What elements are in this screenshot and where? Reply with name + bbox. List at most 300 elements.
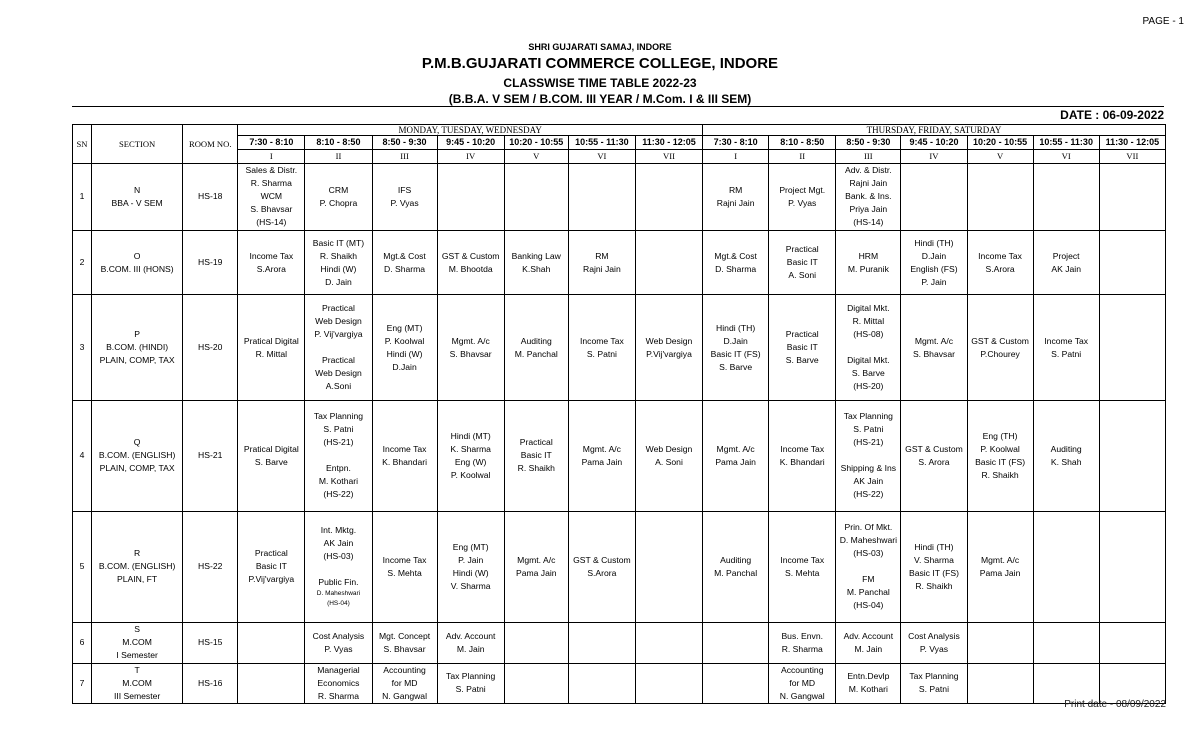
cell-line: D. Sharma [715,263,757,274]
cell-line: R. Shaikh [981,469,1019,480]
cell-line: Hindi (W) [320,263,357,274]
samaj-heading: SHRI GUJARATI SAMAJ, INDORE [528,42,672,52]
room-number: HS-20 [183,295,238,400]
table-row [73,663,1166,703]
cell-line: Income Tax [978,250,1022,261]
cell-line: AK Jain [1051,263,1081,274]
cell-line: S. Barve [719,361,753,372]
cell-line: Pama Jain [515,567,557,578]
class-slot [769,230,836,295]
class-slot [967,663,1033,703]
period-header: VI [568,150,635,164]
class-slot [372,663,437,703]
cell-line: HRM [858,250,879,261]
cell-line: M. Puranik [847,263,889,274]
cell-line: T [134,664,140,675]
class-slot [1099,663,1165,703]
class-slot [437,295,504,400]
cell-line: Pratical Digital [243,443,299,454]
cell-line: Basic IT (FS) [975,456,1026,467]
cell-line: Income Tax [382,554,427,565]
cell-line: M. Panchal [514,348,558,359]
cell-line: M. Jain [456,643,485,654]
cell-line: Mgmt. A/c [517,554,556,565]
class-slot [836,511,901,622]
time-slot-header: 11:30 - 12:05 [635,136,702,150]
section-name [92,230,183,295]
cell-line: Adv. Account [445,630,496,641]
cell-line: S.Arora [985,263,1015,274]
cell-line: O [133,250,141,261]
cell-line: N [134,184,141,195]
class-slot [635,511,702,622]
cell-line: R. Sharma [250,178,292,189]
period-header: II [769,150,836,164]
class-slot [504,400,568,511]
cell-line: Basic IT [786,342,818,353]
cell-line: P. Vyas [324,643,353,654]
class-slot [836,295,901,400]
cell-line: Practical [321,355,355,366]
cell-line: Q [133,437,141,448]
cell-line: Pratical Digital [243,335,299,346]
cell-line: D. Maheshwari [316,590,361,598]
cell-line: Hindi (TH) [914,237,954,248]
class-slot [901,511,967,622]
cell-line: Mgmt. A/c [716,443,755,454]
cell-line: English (FS) [910,263,958,274]
cell-line: K. Sharma [450,443,491,454]
cell-line: S. Patni [1051,348,1082,359]
cell-line: S. Patni [918,684,950,695]
cell-line: PLAIN, COMP, TAX [99,463,175,474]
cell-line: S. Patni [455,684,486,695]
class-slot [305,511,372,622]
cell-line: R. Mittal [852,316,885,327]
cell-line: S. Mehta [387,567,422,578]
cell-line: AK Jain [853,476,884,487]
cell-line: D. Sharma [384,263,426,274]
cell-line: B.COM. (ENGLISH) [98,561,176,572]
room-number: HS-15 [183,623,238,663]
class-slot [967,295,1033,400]
cell-line: AK Jain [323,538,354,549]
class-slot [1033,400,1099,511]
cell-line: Mgt. Concept [379,630,431,641]
col-sn-header: SN [73,125,92,164]
class-slot [305,400,372,511]
cell-line: S. Arora [918,456,950,467]
cell-line: Pama Jain [979,567,1021,578]
cell-line: Mgt.& Cost [383,250,426,261]
class-slot [238,295,305,400]
cell-line: S. Barve [785,355,819,366]
class-slot [703,230,769,295]
class-slot [1033,230,1099,295]
serial-number: 4 [73,400,92,511]
cell-line: Priya Jain [849,204,888,215]
cell-line: Tax Planning [909,671,959,682]
cell-line: (HS-03) [853,548,884,559]
class-slot [372,295,437,400]
table-row [73,164,1166,231]
class-slot [703,663,769,703]
class-slot [769,511,836,622]
class-slot [836,400,901,511]
cell-line: (HS-03) [323,551,354,562]
serial-number: 5 [73,511,92,622]
cell-line: K. Bhandari [779,456,825,467]
cell-line: N. Gangwal [779,690,825,701]
class-slot [1033,663,1099,703]
cell-line: Eng (TH) [982,430,1018,441]
class-slot [901,295,967,400]
cell-line: B.COM. III (HONS) [100,263,174,274]
cell-line: RM [728,184,743,195]
cell-line: RM [595,250,609,261]
class-slot [305,164,372,231]
cell-line: M. Panchal [714,567,758,578]
class-slot [437,400,504,511]
class-slot [437,164,504,231]
college-title: P.M.B.GUJARATI COMMERCE COLLEGE, INDORE [421,55,779,72]
cell-line: Rajni Jain [849,178,888,189]
cell-line: V. Sharma [450,580,491,591]
class-slot [901,663,967,703]
class-slot [836,623,901,663]
timetable-date: DATE : 06-09-2022 [1060,108,1164,122]
cell-line: P. Vyas [390,197,419,208]
cell-line: S. Bhavsar [912,348,955,359]
cell-line: Hindi (TH) [716,322,756,333]
cell-line: P. Koolwal [384,335,425,346]
cell-line: Tax Planning [843,411,893,422]
cell-line: V. Sharma [914,554,954,565]
class-slot [635,164,702,231]
period-header: III [372,150,437,164]
cell-line: Bus. Envn. [781,630,824,641]
class-slot [1099,164,1165,231]
cell-line: S. Barve [851,368,885,379]
cell-line: Digital Mkt. [847,303,890,314]
cell-line: Project Mgt. [779,184,826,195]
class-slot [967,164,1033,231]
room-number: HS-16 [183,663,238,703]
cell-line: P [134,329,140,340]
cell-line: Web Design [315,368,362,379]
cell-line: S. Patni [323,424,354,435]
class-slot [568,623,635,663]
cell-line: R. Shaikh [517,463,555,474]
serial-number: 3 [73,295,92,400]
class-slot [967,230,1033,295]
class-slot [238,230,305,295]
time-slot-header: 11:30 - 12:05 [1099,136,1165,150]
class-slot [967,400,1033,511]
cell-line: Tax Planning [313,411,364,422]
cell-line: Prin. Of Mkt. [844,522,893,533]
cell-line: Mgt.& Cost [714,250,757,261]
cell-line: P.Chourey [980,348,1020,359]
room-number: HS-22 [183,511,238,622]
cell-line: P. Koolwal [980,443,1020,454]
class-slot [504,663,568,703]
cell-line: P.Vij'vargiya [646,348,692,359]
time-slot-header: 9:45 - 10:20 [901,136,967,150]
class-slot [568,295,635,400]
cell-line: CRM [328,184,349,195]
cell-line: S. Mehta [785,567,820,578]
class-slot [372,511,437,622]
cell-line: S.Arora [587,567,617,578]
cell-line: Basic IT (MT) [312,237,365,248]
cell-line: A.Soni [325,381,352,392]
class-slot [769,295,836,400]
section-name [92,295,183,400]
class-slot [568,230,635,295]
class-slot [635,663,702,703]
cell-line: P. Vyas [788,197,817,208]
cell-line: (HS-22) [323,489,354,500]
time-slot-header: 10:20 - 10:55 [967,136,1033,150]
page-number: PAGE - 1 [1142,16,1184,27]
cell-line: (HS-08) [853,329,884,340]
cell-line [837,341,899,354]
cell-line: Cost Analysis [312,630,365,641]
class-slot [305,623,372,663]
time-slot-header: 10:55 - 11:30 [1033,136,1099,150]
cell-line: M. Kothari [848,684,888,695]
section-name [92,164,183,231]
class-slot [635,623,702,663]
time-slot-header: 10:55 - 11:30 [568,136,635,150]
cell-line: Hindi (MT) [450,430,491,441]
cell-line: Income Tax [780,443,825,454]
cell-line: (HS-04) [853,600,884,611]
period-header: VI [1033,150,1099,164]
cell-line: Economics [317,677,360,688]
time-slot-header: 10:20 - 10:55 [504,136,568,150]
cell-line: (HS-14) [853,217,884,228]
class-slot [305,230,372,295]
cell-line: Web Design [645,443,693,454]
cell-line: Accounting [383,664,426,675]
class-slot [504,511,568,622]
cell-line: P. Vij'vargiya [314,329,363,340]
class-slot [967,511,1033,622]
cell-line: D.Jain [723,335,748,346]
cell-line: P. Vyas [919,643,949,654]
cell-line: GST & Custom [971,335,1029,346]
cell-line: Managerial [317,664,360,675]
class-slot [1033,511,1099,622]
cell-line: M.COM [122,677,152,688]
table-row [73,295,1166,400]
cell-line: D.Jain [392,361,417,372]
class-slot [901,164,967,231]
cell-line [837,449,899,462]
section-name [92,623,183,663]
header-rule [72,106,1164,107]
section-name [92,511,183,622]
cell-line: R [134,548,141,559]
cell-line: Basic IT [520,450,552,461]
cell-line: (HS-22) [853,489,884,500]
section-name [92,400,183,511]
cell-line: Accounting [780,664,824,675]
cell-line: Basic IT [255,561,287,572]
period-header: II [305,150,372,164]
cell-line: Entpn. [326,463,351,474]
class-slot [901,400,967,511]
cell-line: Income Tax [780,554,825,565]
cell-line: (HS-14) [256,217,287,228]
class-slot [703,400,769,511]
period-header: VII [1099,150,1165,164]
cell-line: Eng (MT) [452,541,489,552]
cell-line: Basic IT (FS) [908,567,959,578]
cell-line: P. Koolwal [450,469,491,480]
serial-number: 2 [73,230,92,295]
cell-line: K. Bhandari [382,456,428,467]
cell-line: N. Gangwal [382,690,427,701]
class-slot [238,663,305,703]
cell-line: Hindi (W) [386,348,423,359]
cell-line: Int. Mktg. [320,525,357,536]
period-header: I [703,150,769,164]
cell-line: Digital Mkt. [847,355,890,366]
cell-line: PLAIN, COMP, TAX [99,355,175,366]
cell-line: Income Tax [579,335,624,346]
cell-line: PLAIN, FT [117,574,158,585]
class-slot [568,400,635,511]
cell-line: R. Shaikh [915,580,953,591]
class-slot [703,164,769,231]
class-slot [1033,623,1099,663]
cell-line: (HS-20) [853,381,884,392]
timetable [72,124,1166,704]
time-slot-header: 7:30 - 8:10 [703,136,769,150]
cell-line: M. Jain [854,643,883,654]
cell-line: for MD [789,677,816,688]
period-header: VII [635,150,702,164]
period-header: IV [901,150,967,164]
class-slot [1033,295,1099,400]
cell-line: S. Bhavsar [449,348,492,359]
cell-line: (HS-04) [327,600,350,608]
cell-line: S. Bhavsar [383,643,426,654]
cell-line: Basic IT [786,257,818,268]
class-slot [305,663,372,703]
cell-line: Practical [254,548,288,559]
cell-line: Hindi (W) [452,567,489,578]
period-header: I [238,150,305,164]
cell-line: Mgmt. A/c [582,443,621,454]
time-slot-header: 7:30 - 8:10 [238,136,305,150]
class-slot [305,295,372,400]
cell-line: K.Shah [522,263,551,274]
timetable-title: CLASSWISE TIME TABLE 2022-23 [503,76,697,90]
class-slot [703,295,769,400]
class-slot [372,230,437,295]
class-slot [372,400,437,511]
serial-number: 6 [73,623,92,663]
cell-line: Shipping & Ins [840,463,897,474]
class-slot [635,400,702,511]
cell-line: D. Jain [325,276,352,287]
cell-line: Auditing [1050,443,1082,454]
period-header: III [836,150,901,164]
cell-line: S. Patni [853,424,884,435]
class-slot [703,623,769,663]
cell-line [837,560,899,573]
col-room-header: ROOM NO. [183,125,238,164]
timetable-subtitle: (B.B.A. V SEM / B.COM. III YEAR / M.Com. I & III SEM) [448,92,752,106]
class-slot [504,295,568,400]
cell-line: I Semester [116,650,158,661]
cell-line: GST & Custom [441,250,500,261]
class-slot [1099,295,1165,400]
cell-line [306,341,370,354]
cell-line: Income Tax [249,250,294,261]
time-slot-header: 9:45 - 10:20 [437,136,504,150]
class-slot [769,164,836,231]
cell-line: M.COM [122,637,152,648]
time-slot-header: 8:10 - 8:50 [305,136,372,150]
time-slot-header: 8:50 - 9:30 [836,136,901,150]
class-slot [836,663,901,703]
cell-line: P. Jain [458,554,484,565]
cell-line: Banking Law [511,250,561,261]
cell-line: GST & Custom [573,554,631,565]
cell-line: R. Sharma [781,643,823,654]
cell-line: III Semester [113,690,161,701]
cell-line: M. Panchal [846,587,890,598]
class-slot [238,623,305,663]
class-slot [437,623,504,663]
cell-line: P. Jain [921,276,947,287]
cell-line: Income Tax [382,443,427,454]
table-row [73,623,1166,663]
cell-line: B.COM. (HINDI) [106,342,169,353]
cell-line: R. Sharma [317,690,359,701]
section-name [92,663,183,703]
class-slot [901,230,967,295]
class-slot [437,511,504,622]
class-slot [1099,511,1165,622]
cell-line: S [134,624,140,635]
cell-line: Adv. & Distr. [845,165,892,176]
class-slot [1099,230,1165,295]
cell-line [306,449,370,462]
class-slot [1099,623,1165,663]
cell-line: K. Shah [1050,456,1082,467]
cell-line: Practical [785,244,819,255]
class-slot [437,663,504,703]
cell-line: Eng (MT) [386,322,423,333]
class-slot [238,400,305,511]
table-row [73,511,1166,622]
serial-number: 7 [73,663,92,703]
class-slot [568,511,635,622]
cell-line: BBA - V SEM [111,197,163,208]
cell-line: IFS [397,184,412,195]
cell-line: Practical [785,329,819,340]
days-group-1: MONDAY, TUESDAY, WEDNESDAY [238,125,703,136]
cell-line: Web Design [315,316,362,327]
cell-line: D.Jain [921,250,947,261]
cell-line: B.COM. (ENGLISH) [98,450,176,461]
